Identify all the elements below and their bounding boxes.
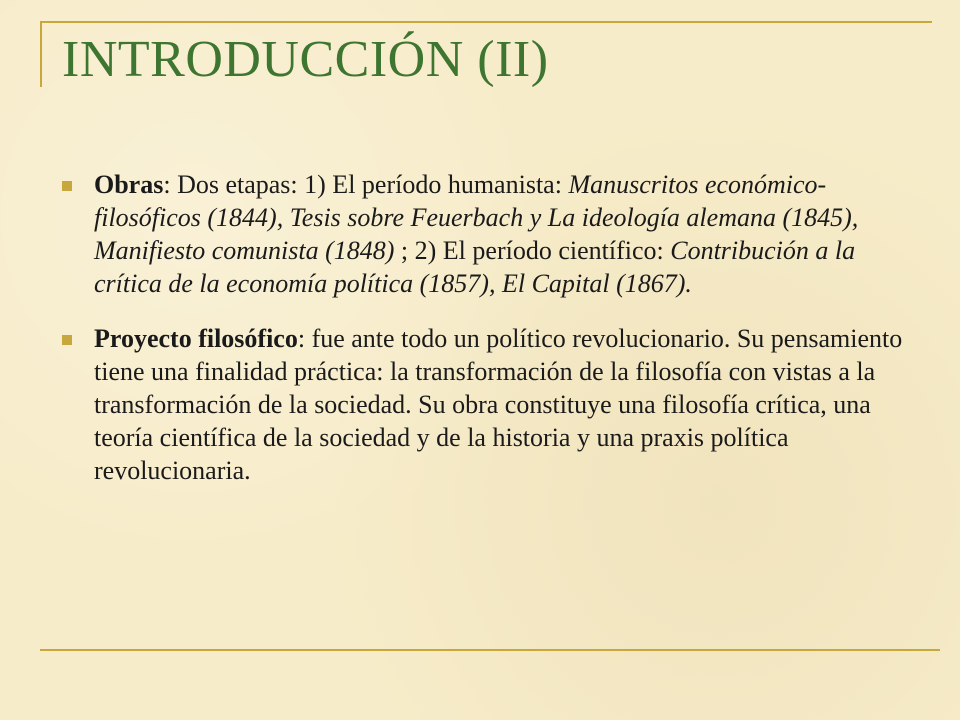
bullet-text: : fue ante todo un político revolucionario. Su pensamiento tiene una finalidad práctica: la transformación de la filosofía con vistas a la transformación de la sociedad. Su obra constituye una filosofía crítica, una teoría científica de la sociedad y de la historia y una praxis política revolucionaria. bbox=[94, 324, 903, 485]
frame-top-rule bbox=[40, 21, 932, 23]
bullet-list bbox=[62, 168, 912, 509]
square-bullet-icon bbox=[62, 181, 72, 191]
works-list-italic: Manuscritos económico-filosóficos (1844), Tesis sobre Feuerbach y La ideología alemana (1845), Manifiesto comunista (1848) bbox=[94, 170, 859, 265]
frame-bottom-rule bbox=[40, 649, 940, 651]
works-list-italic: Contribución a la crítica de la economía política (1857), El Capital (1867). bbox=[94, 236, 856, 298]
frame-left-rule bbox=[40, 21, 42, 87]
bullet-item-proyecto bbox=[62, 322, 912, 487]
bullet-term: Obras bbox=[94, 170, 164, 199]
bullet-text: ; 2) El período científico: bbox=[394, 236, 671, 265]
bullet-item-obras bbox=[62, 168, 912, 300]
square-bullet-icon bbox=[62, 335, 72, 345]
slide-title: INTRODUCCIÓN (II) bbox=[62, 31, 549, 88]
bullet-text: : Dos etapas: 1) El período humanista: bbox=[163, 170, 569, 199]
bullet-term: Proyecto filosófico bbox=[94, 324, 298, 353]
